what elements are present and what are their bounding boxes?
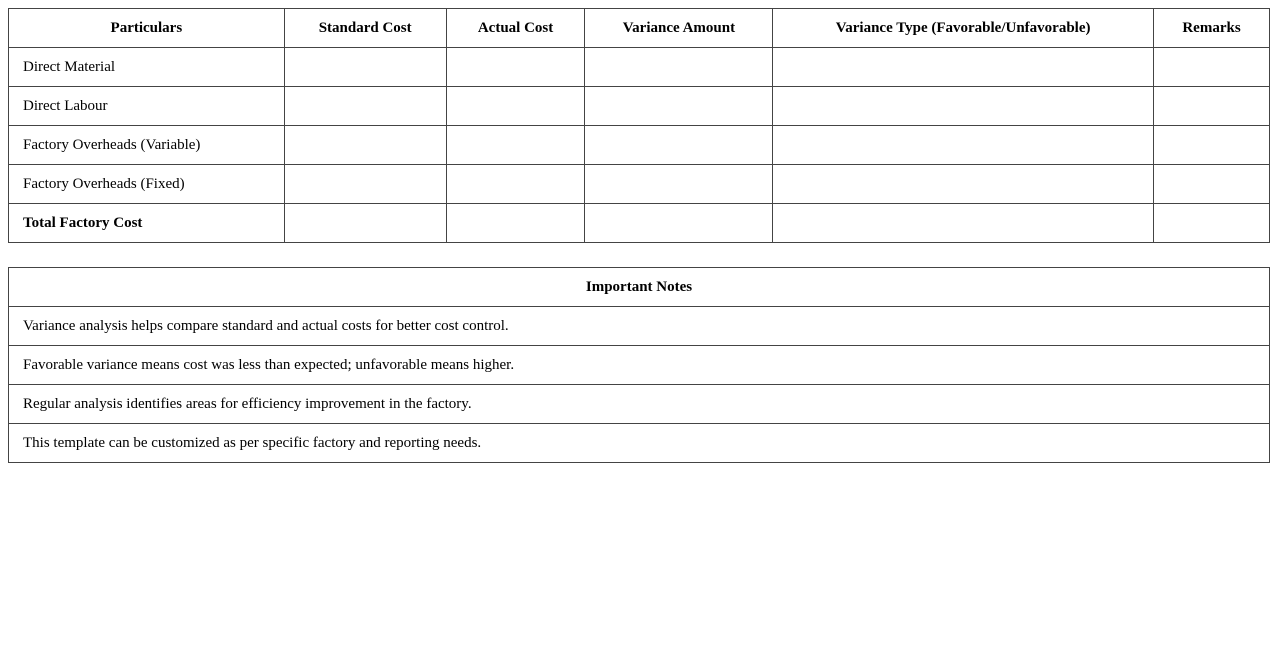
header-remarks: Remarks <box>1154 9 1270 48</box>
table-row <box>9 87 1270 126</box>
cell-particular: Direct Material <box>9 48 285 87</box>
header-variance-type: Variance Type (Favorable/Unfavorable) <box>773 9 1154 48</box>
note-row <box>9 424 1270 463</box>
note-text: This template can be customized as per specific factory and reporting needs. <box>9 424 1270 463</box>
cell-standard-cost[interactable] <box>284 126 446 165</box>
cell-remarks[interactable] <box>1154 204 1270 243</box>
table-row <box>9 48 1270 87</box>
cell-actual-cost[interactable] <box>446 87 585 126</box>
note-row <box>9 307 1270 346</box>
header-standard-cost: Standard Cost <box>284 9 446 48</box>
cell-standard-cost[interactable] <box>284 204 446 243</box>
cell-actual-cost[interactable] <box>446 204 585 243</box>
note-text: Regular analysis identifies areas for efficiency improvement in the factory. <box>9 385 1270 424</box>
header-actual-cost: Actual Cost <box>446 9 585 48</box>
note-text: Variance analysis helps compare standard and actual costs for better cost control. <box>9 307 1270 346</box>
important-notes-table <box>8 267 1270 463</box>
cell-actual-cost[interactable] <box>446 126 585 165</box>
cell-particular-total: Total Factory Cost <box>9 204 285 243</box>
note-text: Favorable variance means cost was less than expected; unfavorable means higher. <box>9 346 1270 385</box>
cell-remarks[interactable] <box>1154 165 1270 204</box>
cell-variance-type[interactable] <box>773 48 1154 87</box>
cell-particular: Factory Overheads (Fixed) <box>9 165 285 204</box>
cell-standard-cost[interactable] <box>284 48 446 87</box>
note-row <box>9 385 1270 424</box>
cell-variance-amount[interactable] <box>585 165 773 204</box>
cell-remarks[interactable] <box>1154 126 1270 165</box>
cost-variance-table <box>8 8 1270 243</box>
header-particulars: Particulars <box>9 9 285 48</box>
table-row-total <box>9 204 1270 243</box>
table-header-row <box>9 9 1270 48</box>
cell-variance-amount[interactable] <box>585 87 773 126</box>
cell-variance-type[interactable] <box>773 87 1154 126</box>
cell-particular: Direct Labour <box>9 87 285 126</box>
cell-standard-cost[interactable] <box>284 165 446 204</box>
header-variance-amount: Variance Amount <box>585 9 773 48</box>
cell-variance-type[interactable] <box>773 126 1154 165</box>
cell-remarks[interactable] <box>1154 87 1270 126</box>
cell-actual-cost[interactable] <box>446 165 585 204</box>
cell-variance-amount[interactable] <box>585 126 773 165</box>
cell-standard-cost[interactable] <box>284 87 446 126</box>
notes-header-row <box>9 268 1270 307</box>
cell-variance-type[interactable] <box>773 204 1154 243</box>
cell-particular: Factory Overheads (Variable) <box>9 126 285 165</box>
cell-remarks[interactable] <box>1154 48 1270 87</box>
cell-variance-amount[interactable] <box>585 48 773 87</box>
cell-variance-amount[interactable] <box>585 204 773 243</box>
notes-title: Important Notes <box>9 268 1270 307</box>
note-row <box>9 346 1270 385</box>
cell-actual-cost[interactable] <box>446 48 585 87</box>
table-row <box>9 126 1270 165</box>
cell-variance-type[interactable] <box>773 165 1154 204</box>
table-row <box>9 165 1270 204</box>
